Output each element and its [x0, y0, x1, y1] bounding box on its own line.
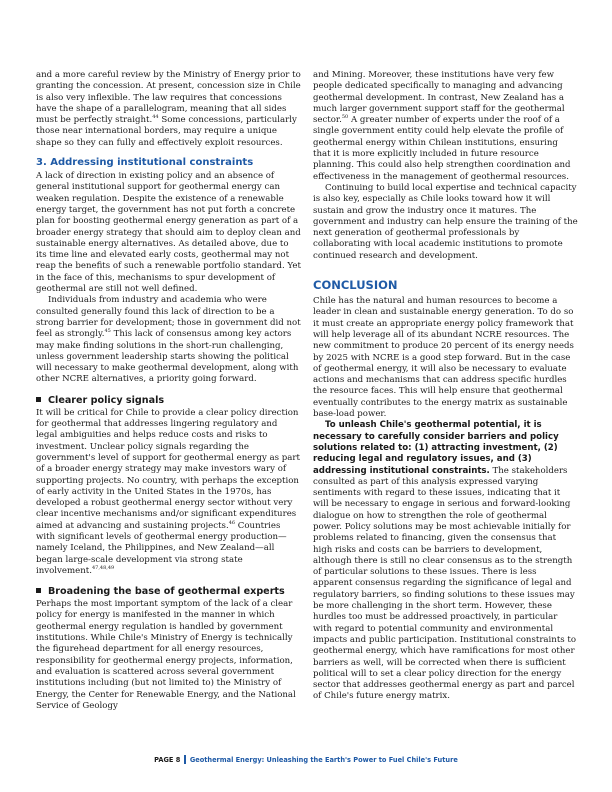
- paragraph: Perhaps the most important symptom of the lack of a clear policy for energy is manifested in the manner in which geothermal energy regulation is handled by government institutions. While Chile's Ministry of Energy is technically the figurehead department for all energy resources, responsibility for geothermal energy projects, information, and evaluation is scattered across several government institutions including (but not limited to) the Ministry of Energy, the Center for Renewable Energy, and the National Service of Geology: [36, 599, 296, 711]
- paragraph: Chile has the natural and human resources to become a leader in clean and sustainable energy generation. To do so it must create an appropriate energy policy framework that will help leverage all of its abundant NCRE resources. The new commitment to produce 20 percent of its energy needs by 2025 with NCRE is a good step forward. But in the case of geothermal energy, it will also be necessary to evaluate actions and mechanisms that can address specific hurdles the resource faces. This will help ensure that geothermal eventually contributes to the energy matrix as sustainable base-load power.: [313, 296, 574, 420]
- square-bullet-icon: [36, 397, 41, 402]
- footnote-ref: 45: [104, 328, 111, 335]
- paragraph: and Mining. Moreover, these institutions have very few people dedicated specifically to managing and advancing geothermal development. In contrast, New Zealand has a much larger government support staff for the geothermal sector.$^{50}$ A greater number of experts under the roof of a single government entity could help elevate the profile of geothermal energy within Chilean institutions, ensuring that it is more explicitly included in future resource planning. This could also help strengthen coordination and effectiveness in the management of geothermal resources.: [313, 70, 571, 182]
- paragraph: A lack of direction in existing policy and an absence of general institutional support for geothermal energy can weaken regulation. Despite the existence of a renewable energy target, the government has not put forth a concrete plan for boosting geothermal energy generation as part of a broader energy strategy that should aim to deploy clean and sustainable energy alternatives. As detailed above, due to its time line and elevated early costs, geothermal may not reap the benefits of such a renewable portfolio standard. Yet in the face of this, mechanisms to spur development of geothermal are still not well defined.: [36, 171, 301, 295]
- left-column: [36, 70, 301, 712]
- subsection-heading: Clearer policy signals: [36, 395, 301, 407]
- paragraph: and a more careful review by the Ministry of Energy prior to granting the concession. At present, concession size in Chile is also very inflexible. The law requires that concessions have the shape of a parallelogram, meaning that all sides must be perfectly straight.$^{44}$ Some concessions, particularly those near international borders, may require a unique shape so they can fully and effectively exploit resources.: [36, 70, 301, 148]
- paragraph: To unleash Chile's geothermal potential, it is necessary to carefully consider barriers and policy solutions related to: (1) attracting investment, (2) reducing legal and regulatory issues, and (3) addressing institutional constraints. The stakeholders consulted as part of this analysis expressed varying sentiments with regard to these issues, indicating that it will be necessary to engage in serious and forward-looking dialogue on how to strengthen the role of geothermal power. Policy solutions may be most achievable initially for problems related to financing, given the consensus that high risks and costs can be barriers to development, although there is still no clear consensus as to the strength of particular solutions to these issues. There is less apparent consensus regarding the significance of legal and regulatory barriers, so finding solutions to these issues may be more challenging in the short term. However, these hurdles too must be addressed proactively, in particular with regard to potential community and environmental impacts and public participation. Institutional constraints to geothermal energy, which have ramifications for most other barriers as well, will be corrected when there is sufficient political will to set a clear policy direction for the energy sector that addresses geothermal energy as part and parcel of Chile's future energy matrix.: [313, 420, 577, 702]
- conclusion-heading: CONCLUSION: [313, 278, 398, 293]
- footnote-ref: 46: [228, 519, 236, 526]
- subsection-heading: Broadening the base of geothermal experts: [36, 586, 301, 598]
- footnote-ref: 50: [341, 114, 349, 121]
- paragraph: It will be critical for Chile to provide a clear policy direction for geothermal that addresses lingering regulatory and legal ambiguities and helps reduce costs and risks to investment. Unclear policy signals regarding the government's level of support for geothermal energy as part of a broader energy strategy may make investors wary of supporting projects. No country, with perhaps the exception of early activity in the United States in the 1970s, has developed a robust geothermal energy sector without very clear incentive mechanisms and/or significant expenditures aimed at advancing and sustaining projects.$^{46}$ Countries with significant levels of geothermal energy production—namely Iceland, the Philippines, and New Zealand—all began large-scale development via strong state involvement.$^{47,48,49}$: [36, 407, 300, 576]
- footer-divider: [184, 755, 186, 764]
- footnote-ref: 47,48,49: [91, 565, 115, 572]
- paragraph: Individuals from industry and academia who were consulted generally found this lack of direction to be a strong barrier for development; those in government did not feel as strongly.$^{45}$ This lack of consensus among key actors may make finding solutions in the short-run challenging, unless government leadership starts showing the political will necessary to make geothermal development, along with other NCRE alternatives, a priority going forward.: [36, 295, 301, 385]
- report-title: Geothermal Energy: Unleashing the Earth's Power to Fuel Chile's Future: [189, 756, 458, 764]
- page-footer: [0, 755, 612, 765]
- paragraph: Continuing to build local expertise and technical capacity is also key, especially as Chile looks toward how it will sustain and grow the industry once it matures. The government and industry can help ensure the training of the next generation of geothermal professionals by collaborating with local academic institutions to promote continued research and development.: [313, 182, 578, 261]
- right-column: [313, 70, 578, 703]
- footnote-ref: 44: [152, 114, 159, 121]
- section-heading: 3. Addressing institutional constraints: [36, 157, 254, 169]
- square-bullet-icon: [36, 588, 41, 593]
- page-number: PAGE 8: [154, 756, 181, 764]
